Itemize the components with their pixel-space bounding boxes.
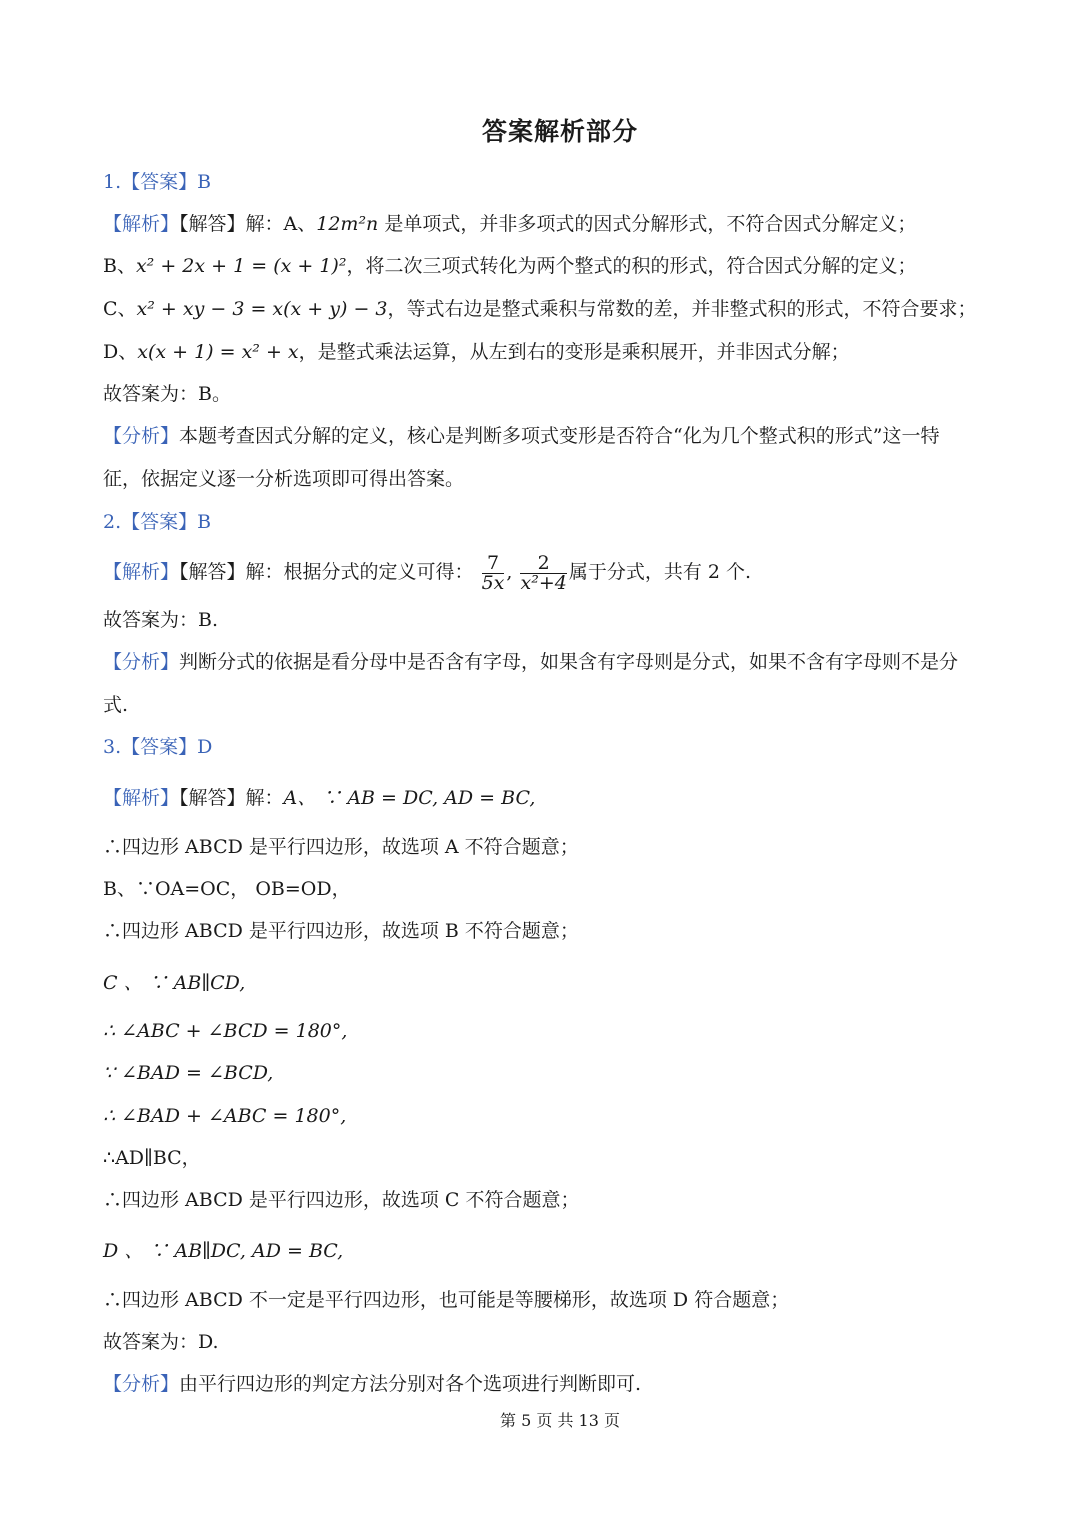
- q2-answer-label: 2.【答案】B: [103, 511, 212, 533]
- q3-answer-label: 3.【答案】D: [103, 736, 213, 758]
- q3-fenxi-tag: 【分析】: [103, 1373, 180, 1395]
- q2-text-after: 属于分式，共有 2 个.: [568, 561, 752, 583]
- q1-answer-label: 1.【答案】B: [103, 171, 212, 193]
- q3-line-3: B、∵OA=OC， OB=OD，: [103, 878, 351, 900]
- q1-solution-a: [103, 210, 916, 238]
- q2-fenxi-line1: [103, 648, 958, 676]
- q1-b-text: ，将二次三项式转化为两个整式的积的形式，符合因式分解的定义；: [346, 255, 917, 277]
- q2-fenxi-tag: 【分析】: [103, 651, 180, 673]
- q3-line-6: ∴ ∠ABC + ∠BCD = 180°,: [103, 1020, 348, 1042]
- q2-comma: ,: [506, 561, 513, 583]
- q1-c-prefix: C、: [103, 298, 137, 320]
- q3-line-7: ∵ ∠BAD = ∠BCD,: [103, 1062, 274, 1084]
- q1-conclusion: 故答案为：B。: [103, 383, 231, 405]
- page-footer: 第 5 页 共 13 页: [500, 1411, 620, 1430]
- page-title: 答案解析部分: [481, 117, 638, 146]
- q1-fenxi-text1: 本题考查因式分解的定义，核心是判断多项式变形是否符合“化为几个整式积的形式”这一特: [179, 425, 940, 447]
- q3-fenxi-text1: 由平行四边形的判定方法分别对各个选项进行判断即可.: [179, 1373, 642, 1395]
- q1-d-expr: x(x + 1) = x² + x: [137, 341, 299, 363]
- q1-b-prefix: B、: [103, 255, 136, 277]
- q3-line-9: ∴AD∥BC，: [103, 1147, 201, 1169]
- q1-answer: [103, 168, 211, 196]
- q1-analysis-tag: 【解析】: [103, 213, 180, 235]
- q2-fenxi-text1: 判断分式的依据是看分母中是否含有字母，如果含有字母则是分式，如果不含有字母则不是分: [179, 651, 959, 673]
- q3-fenxi-line1: [103, 1370, 641, 1398]
- q1-d-prefix: D、: [103, 341, 138, 363]
- q1-a-text: 是单项式，并非多项式的因式分解形式，不符合因式分解定义；: [378, 213, 917, 235]
- q3-line-4: ∴四边形 ABCD 是平行四边形，故选项 B 不符合题意；: [103, 920, 579, 942]
- q2-answer: [103, 508, 211, 536]
- q1-solution-c: [103, 295, 977, 323]
- q3-line-10: ∴四边形 ABCD 是平行四边形，故选项 C 不符合题意；: [103, 1189, 580, 1211]
- q2-fraction-2: [520, 551, 567, 594]
- q3-answer: [103, 733, 212, 761]
- q1-solution-d: [103, 338, 850, 366]
- q3-a-line: A、 ∵ AB = DC, AD = BC,: [283, 787, 536, 809]
- q2-fenxi-line2: 式.: [103, 694, 129, 716]
- q1-b-expr: x² + 2x + 1 = (x + 1)²: [135, 255, 347, 277]
- q3-analysis-tag: 【解析】: [103, 787, 180, 809]
- q3-line-8: ∴ ∠BAD + ∠ABC = 180°,: [103, 1105, 347, 1127]
- q3-line-11: D 、 ∵ AB∥DC, AD = BC,: [103, 1240, 344, 1262]
- q1-fenxi-line1: [103, 422, 939, 450]
- q2-f2-denominator: x²+4: [520, 571, 567, 594]
- q3-line-2: ∴四边形 ABCD 是平行四边形，故选项 A 不符合题意；: [103, 836, 579, 858]
- q2-f1-denominator: 5x: [481, 571, 505, 594]
- q3-solution-a: [103, 784, 535, 812]
- q3-solution-intro: 【解答】解：: [179, 787, 284, 809]
- q2-f2-numerator: 2: [520, 554, 566, 574]
- q2-conclusion: 故答案为：B.: [103, 609, 219, 631]
- q1-d-text: ，是整式乘法运算，从左到右的变形是乘积展开，并非因式分解；: [298, 341, 850, 363]
- q3-line-5: C 、 ∵ AB∥CD,: [103, 972, 246, 994]
- q1-fenxi-line2: 征，依据定义逐一分析选项即可得出答案。: [103, 468, 465, 490]
- q1-fenxi-tag: 【分析】: [103, 425, 180, 447]
- q1-a-expr: 12m²n: [316, 213, 379, 235]
- q2-analysis-tag: 【解析】: [103, 561, 180, 583]
- q1-solution-intro: 【解答】解：A、: [179, 213, 317, 235]
- q1-c-expr: x² + xy − 3 = x(x + y) − 3: [136, 298, 388, 320]
- q3-line-12: ∴四边形 ABCD 不一定是平行四边形，也可能是等腰梯形，故选项 D 符合题意；: [103, 1289, 790, 1311]
- q2-solution: [103, 552, 751, 593]
- q2-f1-numerator: 7: [482, 554, 505, 574]
- q1-solution-b: [103, 252, 916, 280]
- q1-c-text: ，等式右边是整式乘积与常数的差，并非整式积的形式，不符合要求；: [387, 298, 977, 320]
- q2-fraction-1: [481, 551, 505, 594]
- q2-solution-intro: 【解答】解：根据分式的定义可得：: [179, 561, 474, 583]
- q3-conclusion: 故答案为：D.: [103, 1331, 219, 1353]
